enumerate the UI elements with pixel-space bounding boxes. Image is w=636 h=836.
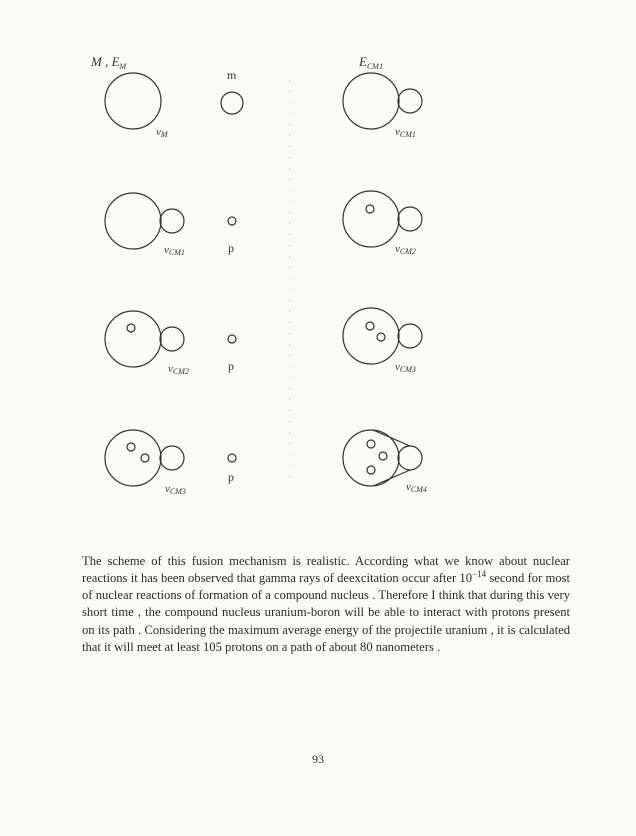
compound-large-row1	[343, 73, 399, 129]
compound-large-row4-right	[343, 430, 399, 486]
absorbed-proton-row4-left-2	[141, 454, 149, 462]
paragraph-part2: second for most of nuclear reactions of formation of a compound nucleus . Therefore I think that during this very short time , the compound nucleus uranium-boron will be able to interact with protons present on its path . Considering the maximum average energy of the projectile uranium , it is calculated that it will meet at least 105 protons on a path of about 80 nanometers .	[82, 570, 570, 655]
compound-small-row1	[398, 89, 422, 113]
boron-target-row1	[221, 92, 243, 114]
compound-large-row2-right	[343, 191, 399, 247]
label-vCM4: vCM4	[406, 481, 427, 494]
page-number: 93	[312, 752, 324, 766]
absorbed-proton-row4-right-3	[367, 466, 375, 474]
absorbed-proton-row3-left-1	[127, 324, 135, 332]
proton-row2	[228, 217, 236, 225]
absorbed-proton-row4-left-1	[127, 443, 135, 451]
paragraph-exponent: −14	[472, 568, 487, 579]
label-M-EM: M , $E_M$	[91, 54, 127, 71]
label-p-row3: p	[228, 359, 234, 373]
compound-small-row2-left	[160, 209, 184, 233]
compound-large-row4-left	[105, 430, 161, 486]
absorbed-proton-row4-right-2	[379, 452, 387, 460]
label-vCM2-row2: vCM2	[395, 243, 416, 256]
paragraph-part1: The scheme of this fusion mechanism is realistic. According what we know about nuclear reactions it has been observed that gamma rays of deexcitation occur after 10	[82, 553, 570, 585]
uranium-nucleus-row1	[105, 73, 161, 129]
compound-small-row2-right	[398, 207, 422, 231]
body-paragraph	[82, 553, 570, 657]
compound-small-row4-right	[398, 446, 422, 470]
compound-small-row3-left	[160, 327, 184, 351]
absorbed-proton-row4-right-1	[367, 440, 375, 448]
absorbed-proton-row3-right-2	[377, 333, 385, 341]
proton-row3	[228, 335, 236, 343]
label-p-row2: p	[228, 241, 234, 255]
label-p-row4: p	[228, 470, 234, 484]
absorbed-proton-row3-right-1	[366, 322, 374, 330]
label-vCM1-row1: vCM1	[395, 126, 416, 139]
label-vCM3-row3: vCM3	[395, 361, 416, 374]
absorbed-proton-row2-1	[366, 205, 374, 213]
label-vCM1-row2: vCM1	[164, 244, 185, 257]
compound-envelope-row4	[373, 430, 410, 486]
compound-large-row2-left	[105, 193, 161, 249]
compound-small-row3-right	[398, 324, 422, 348]
compound-small-row4-left	[160, 446, 184, 470]
label-vM: vM	[156, 126, 168, 139]
label-vCM2-row3: vCM2	[168, 363, 189, 376]
label-m: m	[227, 68, 237, 82]
label-vCM3-row4: vCM3	[165, 483, 186, 496]
compound-large-row3-left	[105, 311, 161, 367]
label-ECM1: $E_{CM1}$	[359, 54, 383, 71]
compound-large-row3-right	[343, 308, 399, 364]
proton-row4	[228, 454, 236, 462]
